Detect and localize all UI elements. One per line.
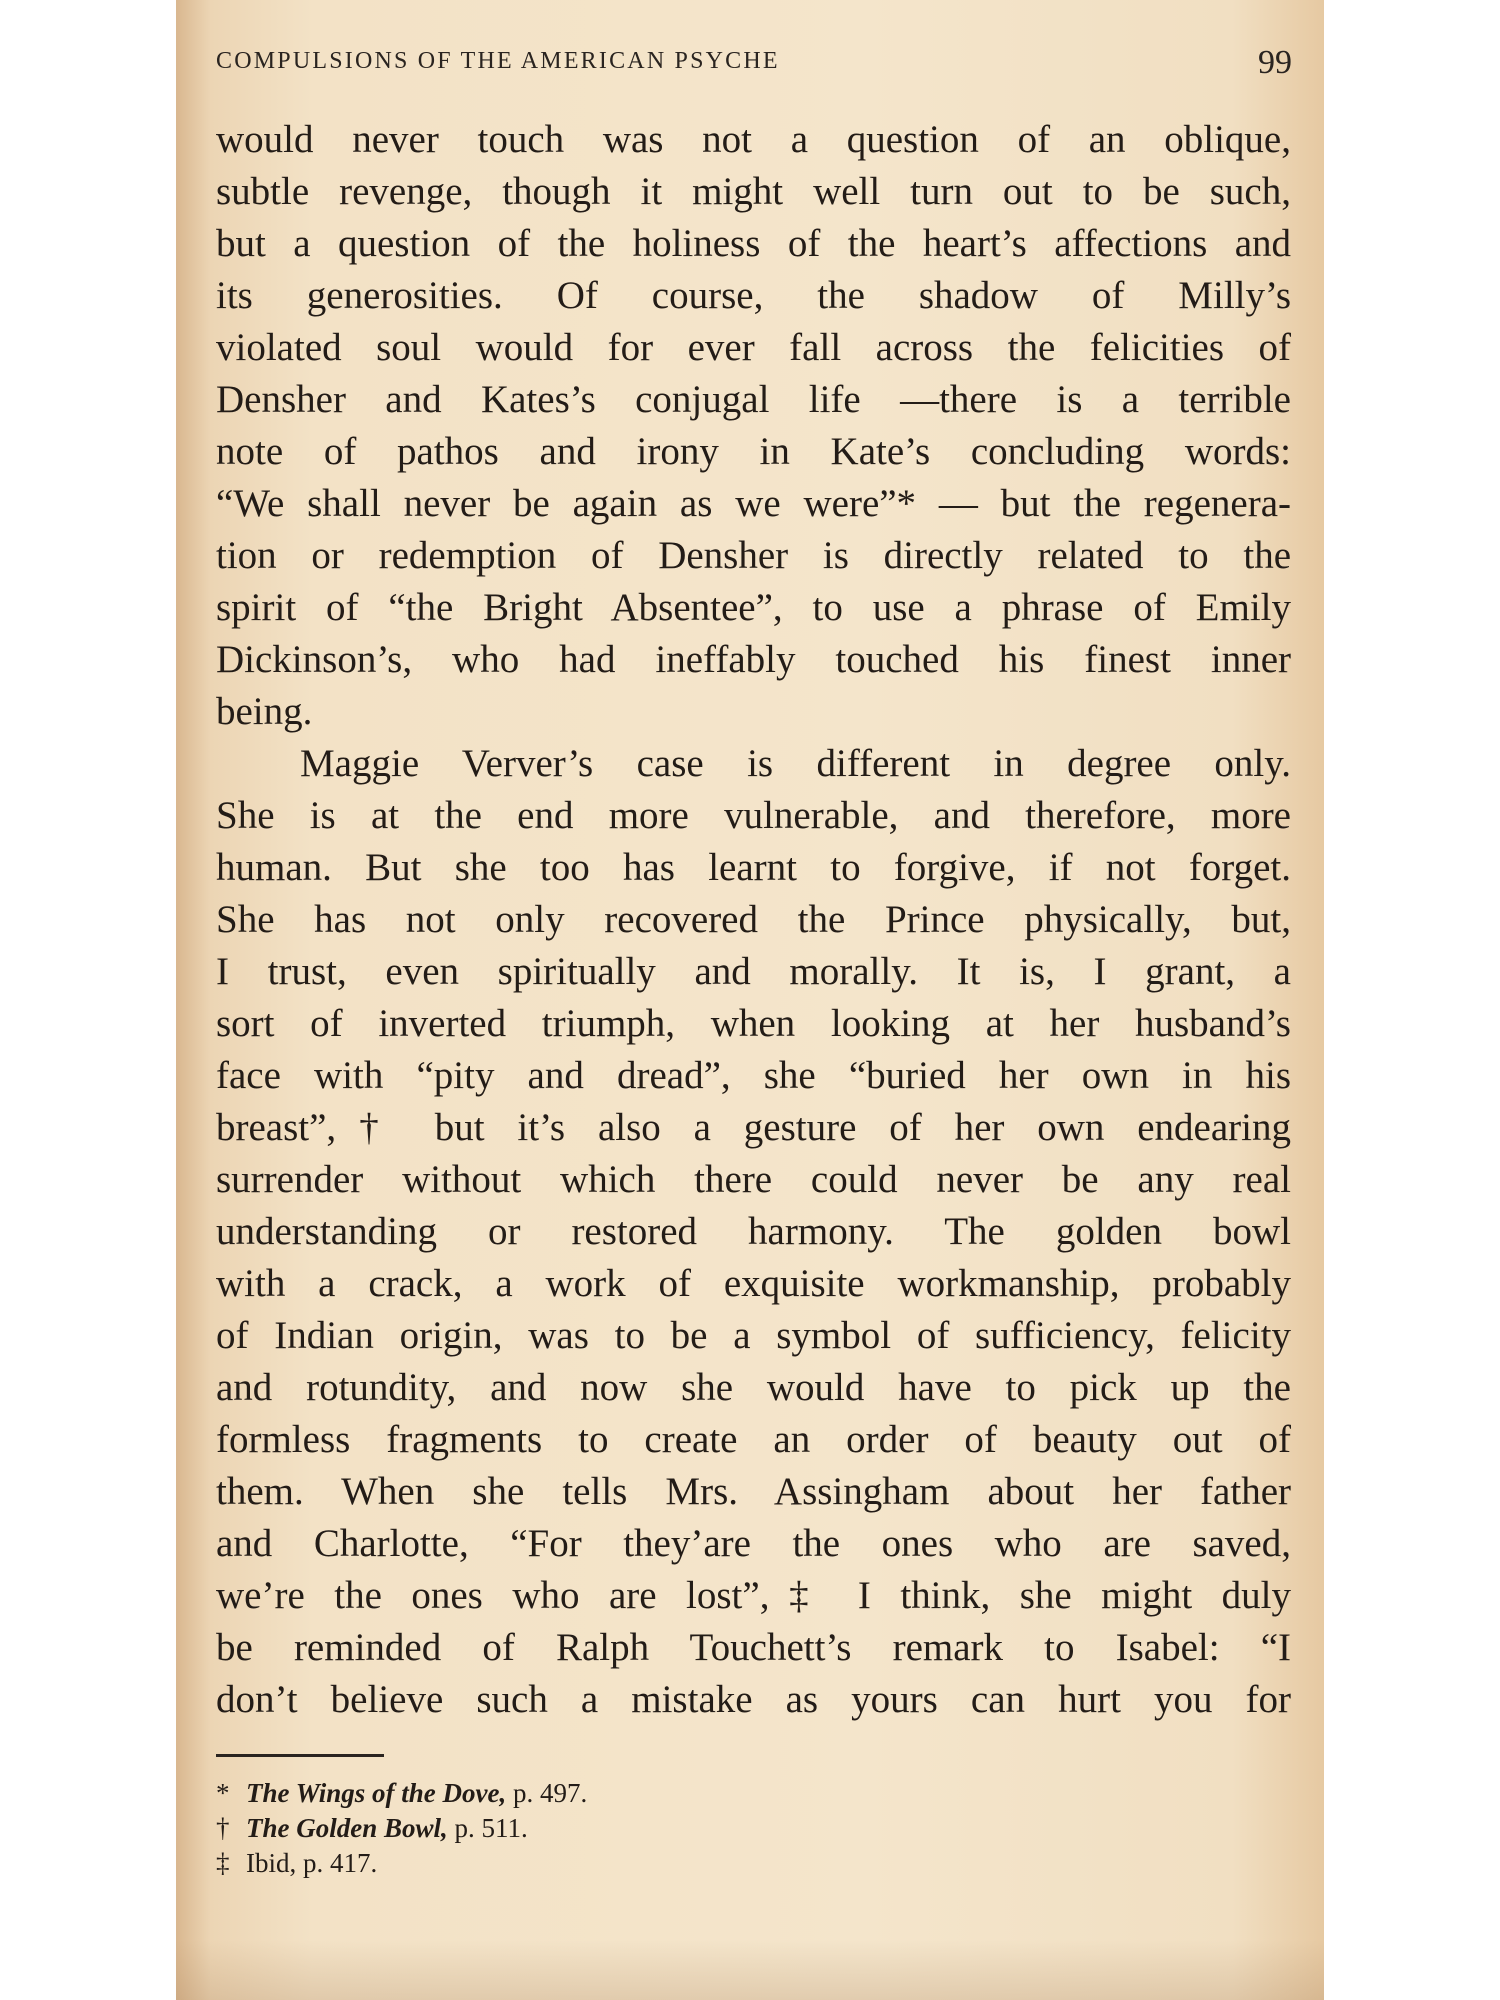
footnote-ref: p. 511. — [454, 1813, 528, 1843]
footnote — [216, 1846, 916, 1881]
text-line: be reminded of Ralph Touchett’s remark to Isabel: “I — [216, 1626, 1291, 1669]
footnote-mark: † — [216, 1813, 230, 1843]
footnote-title: The Wings of the Dove, — [246, 1778, 507, 1808]
footnote-divider — [216, 1754, 384, 1757]
book-page — [176, 0, 1324, 2000]
text-line: with a crack, a work of exquisite workmanship, probably — [216, 1262, 1291, 1305]
body-text — [216, 114, 1291, 1726]
text-line: sort of inverted triumph, when looking at her husband’s — [216, 1002, 1291, 1045]
text-line: She is at the end more vulnerable, and therefore, more — [216, 794, 1291, 837]
text-line: but a question of the holiness of the heart’s affections and — [216, 222, 1291, 265]
text-line: Dickinson’s, who had ineffably touched his finest inner — [216, 638, 1291, 681]
text-line: I trust, even spiritually and morally. It is, I grant, a — [216, 950, 1291, 993]
text-line: them. When she tells Mrs. Assingham about her father — [216, 1470, 1291, 1513]
text-line: She has not only recovered the Prince physically, but, — [216, 898, 1291, 941]
footnote-mark: ‡ — [216, 1848, 230, 1878]
text-line: understanding or restored harmony. The golden bowl — [216, 1210, 1291, 1253]
text-line: surrender without which there could never be any real — [216, 1158, 1291, 1201]
footnote-ref: Ibid, p. 417. — [246, 1848, 378, 1878]
text-line: face with “pity and dread”, she “buried her own in his — [216, 1054, 1291, 1097]
paragraph-first-line: Maggie Verver’s case is different in degree only. — [300, 742, 1291, 785]
text-line: note of pathos and irony in Kate’s concluding words: — [216, 430, 1291, 473]
text-line: and rotundity, and now she would have to pick up the — [216, 1366, 1291, 1409]
text-line: formless fragments to create an order of beauty out of — [216, 1418, 1291, 1461]
text-line: of Indian origin, was to be a symbol of sufficiency, felicity — [216, 1314, 1291, 1357]
text-line: subtle revenge, though it might well turn out to be such, — [216, 170, 1291, 213]
footnote-mark: * — [216, 1778, 230, 1808]
text-line: don’t believe such a mistake as yours can hurt you for — [216, 1678, 1291, 1721]
text-line: spirit of “the Bright Absentee”, to use a phrase of Emily — [216, 586, 1291, 629]
text-line: we’re the ones who are lost”,‡ I think, she might duly — [216, 1574, 1291, 1617]
text-line: and Charlotte, “For they’are the ones who are saved, — [216, 1522, 1291, 1565]
text-line: “We shall never be again as we were”* — but the regenera- — [216, 482, 1291, 525]
text-line: human. But she too has learnt to forgive, if not forget. — [216, 846, 1291, 889]
running-head-title: COMPULSIONS OF THE AMERICAN PSYCHE — [216, 48, 780, 74]
page-number: 99 — [1258, 44, 1292, 81]
text-line: breast”,† but it’s also a gesture of her own endearing — [216, 1106, 1291, 1149]
running-head — [216, 44, 1292, 84]
text-line: Densher and Kates’s conjugal life —there is a terrible — [216, 378, 1291, 421]
text-line: would never touch was not a question of an oblique, — [216, 118, 1291, 161]
text-line: violated soul would for ever fall across the felicities of — [216, 326, 1291, 369]
footnote-ref: p. 497. — [513, 1778, 588, 1808]
footnotes — [216, 1776, 916, 1881]
text-line: being. — [216, 690, 313, 733]
text-line: its generosities. Of course, the shadow of Milly’s — [216, 274, 1291, 317]
text-line: tion or redemption of Densher is directly related to the — [216, 534, 1291, 577]
footnote-title: The Golden Bowl, — [246, 1813, 448, 1843]
footnote — [216, 1776, 916, 1811]
footnote — [216, 1811, 916, 1846]
